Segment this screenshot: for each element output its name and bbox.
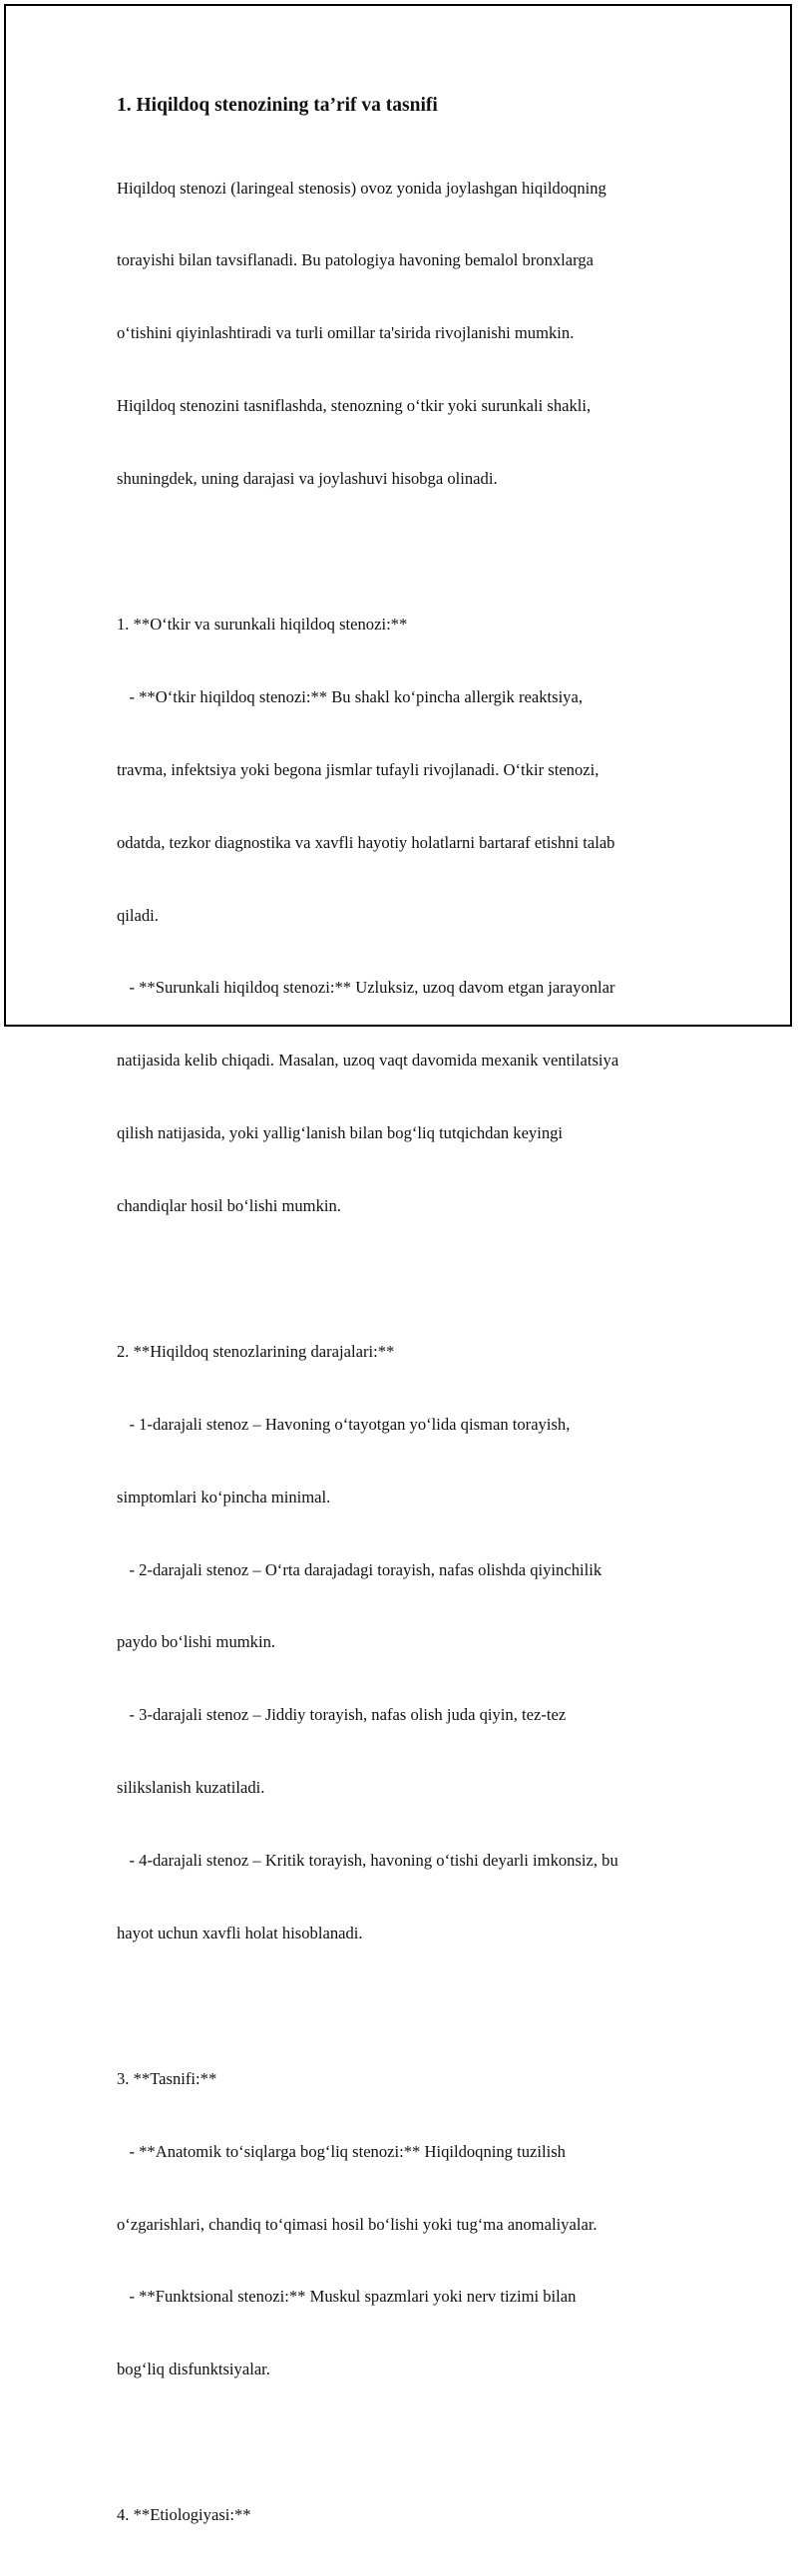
- text-line: odatda, tezkor diagnostika va xavfli hayotiy holatlarni bartaraf etishni talab: [117, 832, 615, 852]
- paragraph-gap: [117, 1994, 685, 2018]
- section-heading: 1. **O‘tkir va surunkali hiqildoq stenozi:**: [117, 614, 408, 634]
- text-line: torayishi bilan tavsiflanadi. Bu patologiya havoning bemalol bronxlarga: [117, 250, 595, 270]
- section-1: [117, 564, 685, 1267]
- text-line: shuningdek, uning darajasi va joylashuvi hisobga olinadi.: [117, 469, 498, 489]
- text-line: bog‘liq disfunktsiyalar.: [117, 2360, 270, 2379]
- intro-paragraph: [117, 128, 685, 540]
- text-line: silikslanish kuzatiladi.: [117, 1778, 265, 1798]
- text-line: paydo bo‘lishi mumkin.: [117, 1632, 276, 1652]
- text-line: qilish natijasida, yoki yallig‘lanish bilan bog‘liq tutqichdan keyingi: [117, 1123, 564, 1143]
- text-line: qiladi.: [117, 905, 159, 925]
- section-3: [117, 2018, 685, 2430]
- text-line: hayot uchun xavfli holat hisoblanadi.: [117, 1923, 363, 1942]
- text-line: - 4-darajali stenoz – Kritik torayish, havoning o‘tishi deyarli imkonsiz, bu: [117, 1851, 618, 1871]
- text-line: chandiqlar hosil bo‘lishi mumkin.: [117, 1196, 341, 1216]
- paragraph-gap: [117, 1267, 685, 1291]
- section-heading: 4. **Etiologiyasi:**: [117, 2505, 251, 2525]
- text-line: - 3-darajali stenoz – Jiddiy torayish, nafas olish juda qiyin, tez-tez: [117, 1705, 567, 1725]
- paragraph-gap: [117, 540, 685, 564]
- text-line: simptomlari ko‘pincha minimal.: [117, 1487, 331, 1506]
- section-heading: 2. **Hiqildoq stenozlarining darajalari:**: [117, 1341, 395, 1361]
- text-line: - 1-darajali stenoz – Havoning o‘tayotgan yo‘lida qisman torayish,: [117, 1414, 571, 1434]
- text-line: - **Funktsional stenozi:** Muskul spazmlari yoki nerv tizimi bilan: [117, 2287, 577, 2307]
- text-line: - **O‘tkir hiqildoq stenozi:** Bu shakl ko‘pincha allergik reaktsiya,: [117, 686, 583, 706]
- text-line: - **Surunkali hiqildoq stenozi:** Uzluksiz, uzoq davom etgan jarayonlar: [117, 978, 615, 998]
- text-line: o‘zgarishlari, chandiq to‘qimasi hosil bo‘lishi yoki tug‘ma anomaliyalar.: [117, 2214, 598, 2234]
- section-heading: 3. **Tasnifi:**: [117, 2068, 217, 2088]
- text-line: - **Anatomik to‘siqlarga bog‘liq stenozi:** Hiqildoqning tuzilish: [117, 2141, 566, 2161]
- text-line: natijasida kelib chiqadi. Masalan, uzoq vaqt davomida mexanik ventilatsiya: [117, 1051, 619, 1071]
- text-line: Hiqildoq stenozini tasniflashda, stenozning o‘tkir yoki surunkali shakli,: [117, 396, 592, 416]
- document-body: [117, 93, 685, 2576]
- document-title: 1. Hiqildoq stenozining ta’rif va tasnifi: [117, 95, 438, 116]
- section-4: [117, 2455, 685, 2576]
- text-line: o‘tishini qiyinlashtiradi va turli omillar ta'sirida rivojlanishi mumkin.: [117, 323, 575, 343]
- paragraph-gap: [117, 2430, 685, 2454]
- section-2: [117, 1291, 685, 1994]
- text-line: travma, infektsiya yoki begona jismlar tufayli rivojlanadi. O‘tkir stenozi,: [117, 759, 599, 779]
- text-line: - 2-darajali stenoz – O‘rta darajadagi torayish, nafas olishda qiyinchilik: [117, 1559, 602, 1579]
- text-line: Hiqildoq stenozi (laringeal stenosis) ovoz yonida joylashgan hiqildoqning: [117, 178, 606, 198]
